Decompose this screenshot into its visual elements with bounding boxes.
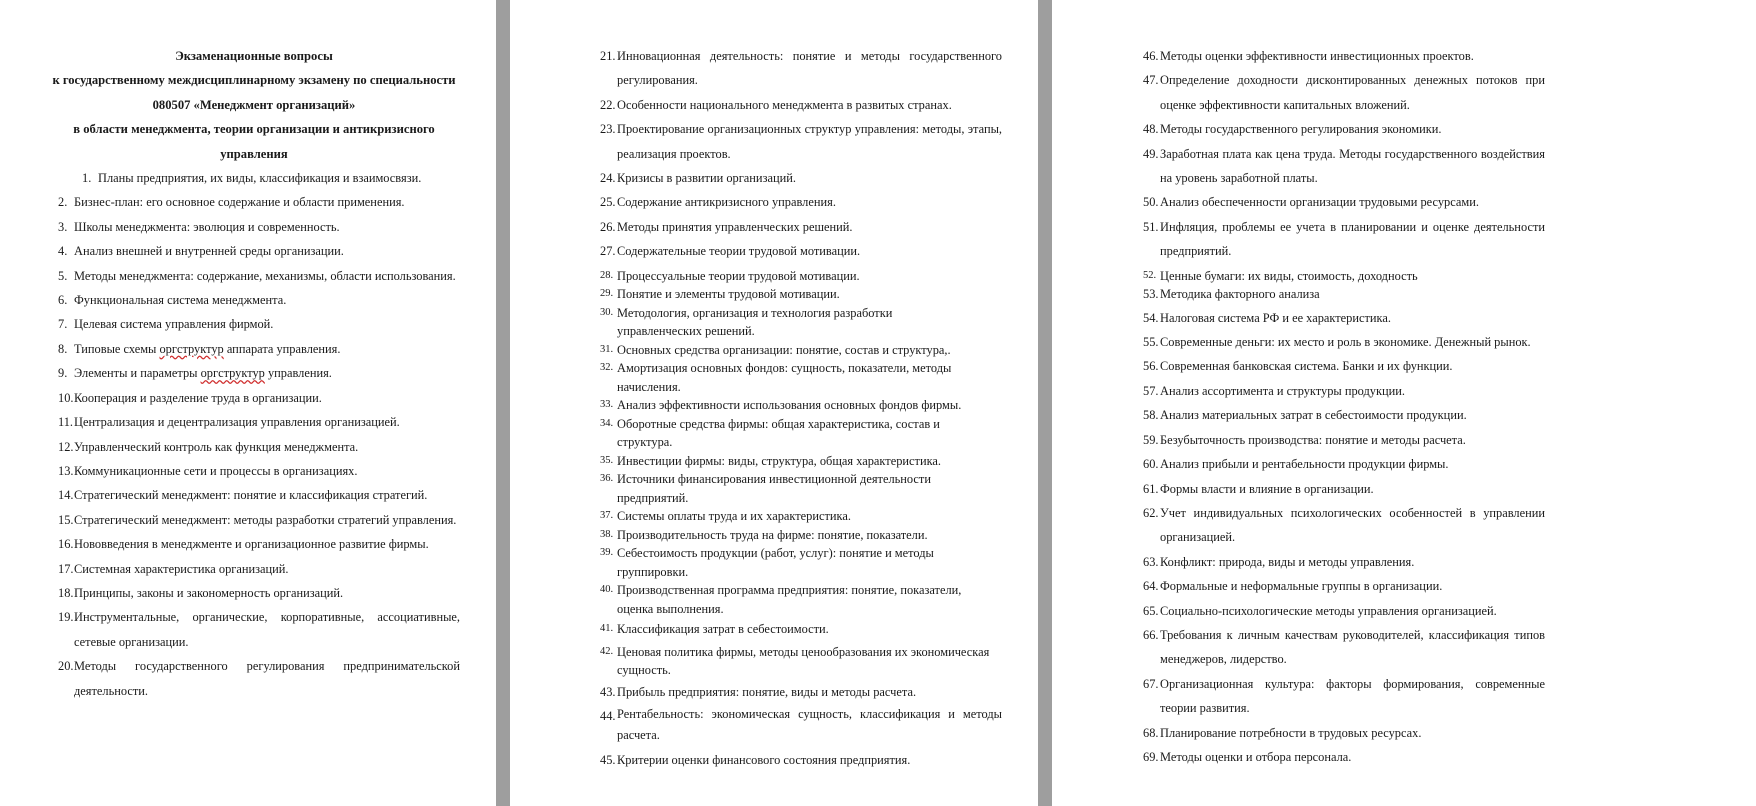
question-item: 2. Бизнес-план: его основное содержание и области применения. [58,195,405,210]
question-item: 55. Современные деньги: их место и роль в экономике. Денежный рынок. [1143,335,1531,350]
question-item: 63. Конфликт: природа, виды и методы управления. [1143,554,1415,569]
title-line: в области менеджмента, теории организации и антикризисного [73,122,435,137]
spellcheck-mark: оргструктур [159,341,224,356]
document-page-2 [510,0,1038,806]
page-3-content [1143,44,1545,769]
question-item: 39. Себестоимость продукции (работ, услуг): понятие и методы группировки. [600,546,934,579]
question-item: 13. Коммуникационные сети и процессы в организациях. [58,463,358,478]
question-item: 36. Источники финансирования инвестиционной деятельности предприятий. [600,472,931,505]
question-item: 37. Системы оплаты труда и их характеристика. [600,509,851,524]
question-item: 53. Методика факторного анализа [1143,287,1320,302]
question-item: 26. Методы принятия управленческих решений. [600,219,853,234]
question-item: 15. Стратегический менеджмент: методы разработки стратегий управления. [58,512,457,527]
question-item: 5. Методы менеджмента: содержание, механизмы, области использования. [58,268,456,283]
question-item: 62. Учет индивидуальных психологических особенностей в управлении организацией. [1143,505,1545,545]
page-gap [496,0,510,806]
question-item: 49. Заработная плата как цена труда. Методы государственного воздействия на уровень заработной платы. [1143,146,1545,186]
question-item: 6. Функциональная система менеджмента. [58,293,287,308]
question-item: 10. Кооперация и разделение труда в организации. [58,390,322,405]
question-item: 38. Производительность труда на фирме: понятие, показатели. [600,527,928,542]
question-item: 50. Анализ обеспеченности организации трудовыми ресурсами. [1143,195,1479,210]
document-page-3 [1052,0,1756,806]
question-item: 65. Социально-психологические методы управления организацией. [1143,603,1497,618]
question-item: 20. Методы государственного регулирования предпринимательской деятельности. [58,659,460,698]
page-gap [1038,0,1052,806]
question-item: 14. Стратегический менеджмент: понятие и классификация стратегий. [58,488,428,503]
question-item: 11. Централизация и децентрализация управления организацией. [58,415,400,430]
question-item: 51. Инфляция, проблемы ее учета в планировании и оценке деятельности предприятий. [1143,219,1545,259]
document-title [48,44,460,166]
question-item: 7. Целевая система управления фирмой. [58,317,274,332]
question-item: 32. Амортизация основных фондов: сущность, показатели, методы начисления. [600,361,952,394]
title-line: 080507 «Менеджмент организаций» [152,97,356,112]
question-item: 69. Методы оценки и отбора персонала. [1143,749,1352,764]
question-item: 46. Методы оценки эффективности инвестиционных проектов. [1143,49,1474,63]
question-item: 23. Проектирование организационных структур управления: методы, этапы, реализация проектов. [600,122,1002,161]
question-item: 4. Анализ внешней и внутренней среды организации. [58,244,344,259]
question-item: 19. Инструментальные, органические, корпоративные, ассоциативные, сетевые организации. [58,610,460,649]
question-item: 25. Содержание антикризисного управления. [600,195,836,210]
question-item: 59. Безубыточность производства: понятие и методы расчета. [1143,432,1466,447]
question-item: 28. Процессуальные теории трудовой мотивации. [600,268,860,283]
question-item: 3. Школы менеджмента: эволюция и современность. [58,219,340,234]
question-item: 43. Прибыль предприятия: понятие, виды и методы расчета. [600,684,917,699]
question-item: 48. Методы государственного регулирования экономики. [1143,122,1442,137]
question-item: 56. Современная банковская система. Банки и их функции. [1143,359,1453,374]
question-item: 67. Организационная культура: факторы формирования, современные теории развития. [1143,676,1545,716]
question-item: 42. Ценовая политика фирмы, методы ценообразования их экономическая сущность. [600,644,990,678]
question-item: 8. Типовые схемы оргструктур аппарата управления. [58,341,341,356]
question-item: 52. Ценные бумаги: их виды, стоимость, доходность [1143,268,1418,283]
page-2-content [600,44,1002,772]
title-line: управления [220,146,288,161]
title-line: Экзаменационные вопросы [175,49,333,63]
question-item: 60. Анализ прибыли и рентабельности продукции фирмы. [1143,457,1449,472]
question-item: 40. Производственная программа предприятия: понятие, показатели, оценка выполнения. [600,583,962,616]
question-item: 29. Понятие и элементы трудовой мотивации. [600,287,840,302]
document-page-1 [0,0,496,806]
question-item: 57. Анализ ассортимента и структуры продукции. [1143,383,1406,398]
question-item: 68. Планирование потребности в трудовых ресурсах. [1143,725,1422,740]
question-item: 33. Анализ эффективности использования основных фондов фирмы. [600,398,962,413]
question-item: 66. Требования к личным качествам руководителей, классификация типов менеджеров, лидерство. [1143,627,1545,667]
question-item: 30. Методология, организация и технология разработки управленческих решений. [600,305,893,339]
question-item: 58. Анализ материальных затрат в себестоимости продукции. [1143,408,1467,423]
page-1-content [48,44,460,703]
question-item: 9. Элементы и параметры оргструктур управления. [58,366,332,381]
question-item: 27. Содержательные теории трудовой мотивации. [600,244,861,259]
question-item: 34. Оборотные средства фирмы: общая характеристика, состав и структура. [600,416,940,450]
question-item: 1. Планы предприятия, их виды, классификация и взаимосвязи. [82,171,422,186]
question-item: 47. Определение доходности дисконтированных денежных потоков при оценке эффективности капитальных вложений. [1143,73,1545,112]
title-line: к государственному междисциплинарному экзамену по специальности [52,73,456,88]
question-item: 35. Инвестиции фирмы: виды, структура, общая характеристика. [600,453,942,468]
question-item: 21. Инновационная деятельность: понятие и методы государственного регулирования. [600,49,1002,88]
spellcheck-mark: оргструктур [200,366,265,381]
question-item: 41. Классификация затрат в себестоимости. [600,622,829,637]
question-item: 12. Управленческий контроль как функция менеджмента. [58,439,359,454]
question-item: 22. Особенности национального менеджмента в развитых странах. [600,97,952,112]
question-item: 31. Основных средства организации: понятие, состав и структура,. [600,342,951,357]
question-item: 17. Системная характеристика организаций. [58,561,289,576]
question-item: 64. Формальные и неформальные группы в организации. [1143,579,1443,594]
question-item: 16. Нововведения в менеджменте и организационное развитие фирмы. [58,537,429,552]
question-item: 44. Рентабельность: экономическая сущность, классификация и методы расчета. [600,707,1002,743]
question-item: 24. Кризисы в развитии организаций. [600,171,796,186]
question-item: 54. Налоговая система РФ и ее характеристика. [1143,310,1391,325]
question-item: 18. Принципы, законы и закономерность организаций. [58,585,344,600]
question-item: 45. Критерии оценки финансового состояния предприятия. [600,753,911,768]
question-item: 61. Формы власти и влияние в организации. [1143,481,1374,496]
